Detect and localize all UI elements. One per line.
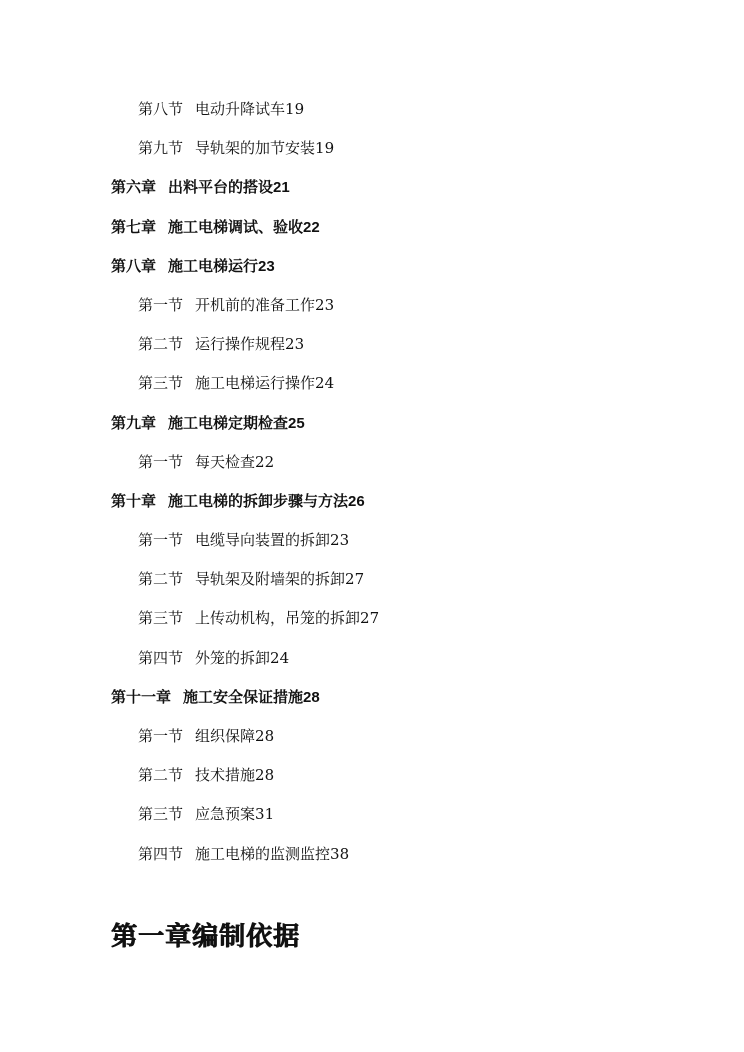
toc-label: 第六章 — [111, 178, 157, 197]
toc-title: 开机前的准备工作 — [195, 295, 316, 314]
toc-title: 电缆导向装置的拆卸 — [195, 531, 331, 550]
toc-page: 31 — [255, 805, 275, 824]
toc-label: 第七章 — [111, 217, 157, 236]
toc-page: 22 — [303, 218, 320, 236]
toc-title: 施工电梯定期检查 — [168, 413, 289, 432]
toc-label: 第四节 — [138, 844, 184, 863]
toc-title: 施工电梯运行 — [168, 256, 259, 275]
chapter-heading: 第一章编制依据 — [111, 922, 301, 952]
toc-label: 第二节 — [138, 570, 184, 589]
toc-label: 第三节 — [138, 374, 184, 393]
toc-label: 第八节 — [138, 100, 184, 118]
toc-chapter-entry[interactable] — [0, 168, 744, 207]
toc-label: 第一节 — [138, 727, 184, 745]
toc-entry[interactable] — [0, 521, 744, 560]
toc-page: 21 — [273, 179, 290, 197]
toc-chapter-entry[interactable] — [0, 208, 744, 247]
toc-title: 上传动机构，吊笼的拆卸 — [195, 609, 361, 628]
toc-entry[interactable] — [0, 286, 744, 325]
toc-entry[interactable] — [0, 129, 744, 168]
toc-label: 第九节 — [138, 139, 184, 158]
toc-title: 导轨架及附墙架的拆卸 — [195, 570, 346, 589]
toc-page: 23 — [285, 335, 305, 354]
toc-title: 外笼的拆卸 — [195, 648, 271, 667]
toc-label: 第十一章 — [111, 687, 172, 706]
toc-entry[interactable] — [0, 756, 744, 795]
toc-title: 每天检查 — [195, 452, 256, 471]
toc-title: 组织保障 — [195, 727, 256, 745]
toc-page: 19 — [285, 100, 305, 118]
toc-label: 第一节 — [138, 295, 184, 314]
toc-title: 施工电梯运行操作 — [195, 374, 316, 393]
toc-page: 27 — [360, 609, 380, 628]
toc-label: 第一节 — [138, 452, 184, 471]
table-of-contents — [0, 90, 744, 874]
toc-chapter-entry[interactable] — [0, 404, 744, 443]
toc-page: 24 — [315, 374, 335, 393]
toc-title: 运行操作规程 — [195, 335, 286, 354]
toc-title: 施工电梯的监测监控 — [195, 844, 331, 863]
toc-title: 技术措施 — [195, 766, 256, 785]
toc-label: 第九章 — [111, 413, 157, 432]
toc-page: 22 — [255, 452, 275, 471]
toc-entry[interactable] — [0, 795, 744, 834]
toc-page: 19 — [315, 139, 335, 158]
toc-title: 导轨架的加节安装 — [195, 139, 316, 158]
toc-label: 第三节 — [138, 609, 184, 628]
toc-page: 27 — [345, 570, 365, 589]
toc-entry[interactable] — [0, 599, 744, 638]
toc-title: 电动升降试车 — [195, 100, 286, 118]
toc-page: 28 — [255, 766, 275, 785]
toc-entry[interactable] — [0, 364, 744, 403]
toc-page: 26 — [348, 492, 365, 510]
toc-title: 施工电梯调试、验收 — [168, 217, 304, 236]
toc-label: 第一节 — [138, 531, 184, 550]
toc-page: 24 — [270, 648, 290, 667]
toc-page: 23 — [315, 295, 335, 314]
toc-entry[interactable] — [0, 639, 744, 678]
toc-chapter-entry[interactable] — [0, 678, 744, 717]
toc-label: 第二节 — [138, 335, 184, 354]
toc-page: 25 — [288, 414, 305, 432]
toc-title: 出料平台的搭设 — [168, 178, 274, 197]
toc-chapter-entry[interactable] — [0, 247, 744, 286]
toc-page: 23 — [258, 257, 275, 275]
toc-entry[interactable] — [0, 560, 744, 599]
toc-page: 38 — [330, 844, 350, 863]
toc-label: 第四节 — [138, 648, 184, 667]
toc-label: 第三节 — [138, 805, 184, 824]
toc-title: 施工安全保证措施 — [183, 687, 304, 706]
toc-entry[interactable] — [0, 717, 744, 756]
toc-entry[interactable] — [0, 835, 744, 874]
toc-page: 23 — [330, 531, 350, 550]
toc-entry[interactable] — [0, 443, 744, 482]
toc-label: 第二节 — [138, 766, 184, 785]
toc-page: 28 — [255, 727, 275, 745]
toc-title: 应急预案 — [195, 805, 256, 824]
toc-title: 施工电梯的拆卸步骤与方法 — [168, 491, 349, 510]
toc-entry[interactable] — [0, 90, 744, 129]
toc-label: 第八章 — [111, 256, 157, 275]
toc-entry[interactable] — [0, 325, 744, 364]
toc-label: 第十章 — [111, 491, 157, 510]
toc-page: 28 — [303, 688, 320, 706]
toc-chapter-entry[interactable] — [0, 482, 744, 521]
